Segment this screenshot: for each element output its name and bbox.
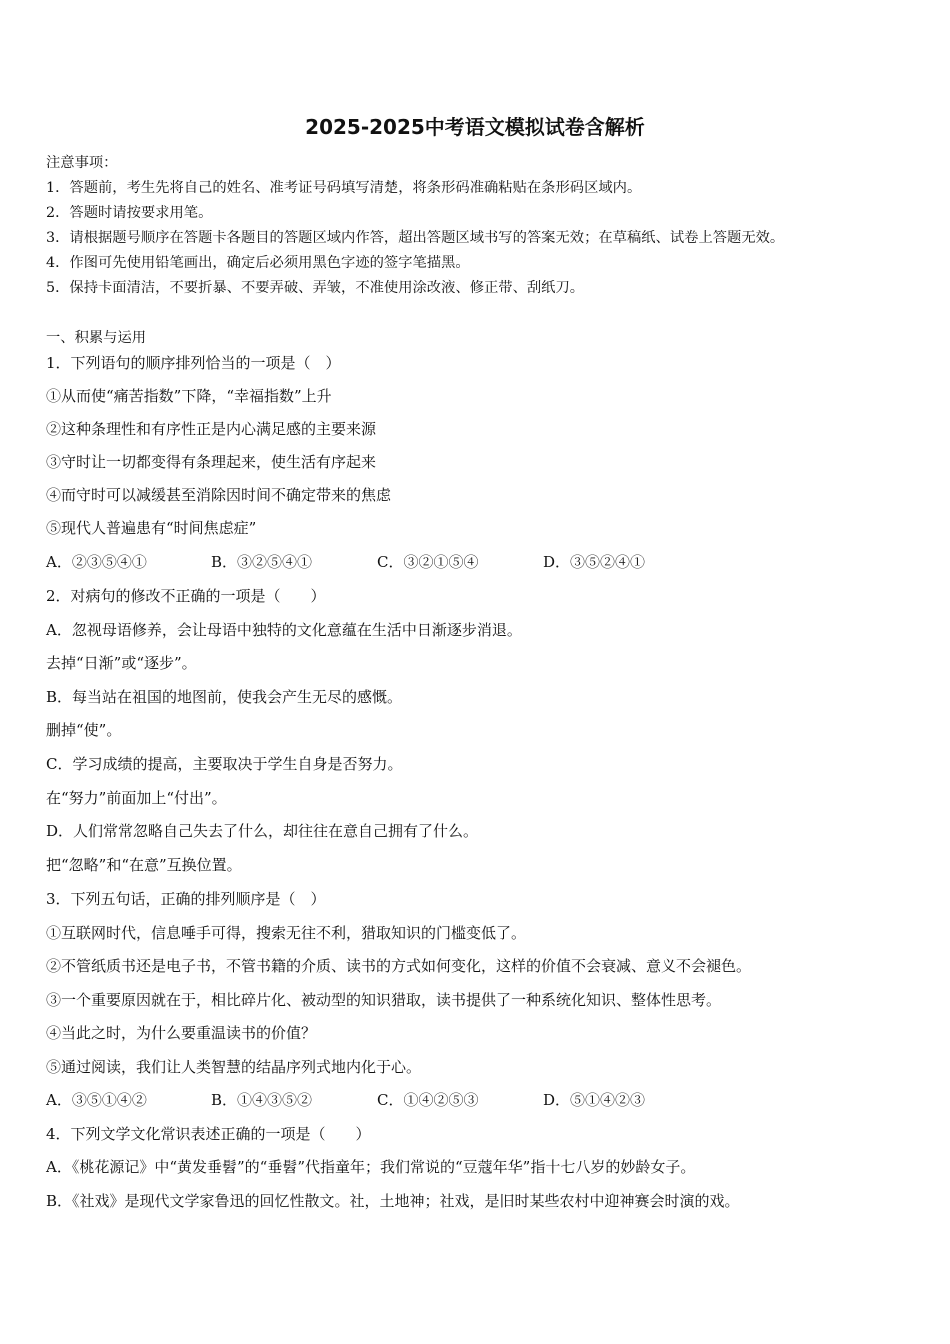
- option-a[interactable]: A．②③⑤④①: [46, 553, 147, 571]
- question-1-options: [46, 551, 645, 572]
- option-a[interactable]: A．③⑤①④②: [46, 1091, 147, 1109]
- question-3-stem: 3．下列五句话，正确的排列顺序是（ ）: [46, 890, 326, 908]
- question-3-line: ③一个重要原因就在于，相比碎片化、被动型的知识猎取，读书提供了一种系统化知识、整体性思考。: [46, 991, 722, 1009]
- question-4-stem: 4．下列文学文化常识表述正确的一项是（ ）: [46, 1125, 371, 1143]
- question-2-line: C．学习成绩的提高，主要取决于学生自身是否努力。: [46, 755, 403, 773]
- question-1-line: ①从而使“痛苦指数”下降，“幸福指数”上升: [46, 387, 332, 405]
- question-3-options: [46, 1089, 645, 1110]
- notice-heading: 注意事项：: [46, 155, 118, 171]
- option-b[interactable]: B．①④③⑤②: [211, 1091, 313, 1109]
- question-3-line: ②不管纸质书还是电子书，不管书籍的介质、读书的方式如何变化，这样的价值不会衰减、意义不会褪色。: [46, 957, 752, 975]
- option-b[interactable]: B．③②⑤④①: [211, 553, 313, 571]
- section-heading: 一、积累与运用: [46, 330, 147, 346]
- question-1-line: ④而守时可以减缓甚至消除因时间不确定带来的焦虑: [46, 486, 392, 504]
- question-4-line: B．《社戏》是现代文学家鲁迅的回忆性散文。社，土地神；社戏，是旧时某些农村中迎神赛会时演的戏。: [46, 1192, 740, 1210]
- question-3-line: ⑤通过阅读，我们让人类智慧的结晶序列式地内化于心。: [46, 1058, 422, 1076]
- question-2-line: 去掉“日渐”或“逐步”。: [46, 654, 197, 672]
- question-2-line: D．人们常常忽略自己失去了什么，却往往在意自己拥有了什么。: [46, 822, 479, 840]
- notice-item: 4．作图可先使用铅笔画出，确定后必须用黑色字迹的签字笔描黑。: [46, 255, 470, 271]
- question-3-line: ④当此之时，为什么要重温读书的价值？: [46, 1024, 317, 1042]
- question-1-line: ②这种条理性和有序性正是内心满足感的主要来源: [46, 420, 377, 438]
- question-2-line: 把“忽略”和“在意”互换位置。: [46, 856, 242, 874]
- notice-item: 2．答题时请按要求用笔。: [46, 205, 213, 221]
- question-2-line: B．每当站在祖国的地图前，使我会产生无尽的感慨。: [46, 688, 403, 706]
- notice-item: 5．保持卡面清洁，不要折暴、不要弄破、弄皱，不准使用涂改液、修正带、刮纸刀。: [46, 280, 585, 296]
- option-d[interactable]: D．⑤①④②③: [543, 1091, 646, 1109]
- option-c[interactable]: C．③②①⑤④: [377, 553, 479, 571]
- question-4-line: A．《桃花源记》中“黄发垂髫”的“垂髫”代指童年；我们常说的“豆蔻年华”指十七八岁的妙龄女子。: [46, 1158, 696, 1176]
- option-c[interactable]: C．①④②⑤③: [377, 1091, 479, 1109]
- notice-item: 1．答题前，考生先将自己的姓名、准考证号码填写清楚，将条形码准确粘贴在条形码区域内。: [46, 180, 642, 196]
- question-3-line: ①互联网时代，信息唾手可得，搜索无往不利，猎取知识的门槛变低了。: [46, 924, 527, 942]
- question-1-stem: 1．下列语句的顺序排列恰当的一项是（ ）: [46, 354, 341, 372]
- option-d[interactable]: D．③⑤②④①: [543, 553, 646, 571]
- question-2-line: 在“努力”前面加上“付出”。: [46, 789, 227, 807]
- question-2-line: A．忽视母语修养，会让母语中独特的文化意蕴在生活中日渐逐步消退。: [46, 621, 522, 639]
- question-1-line: ⑤现代人普遍患有“时间焦虑症”: [46, 519, 257, 537]
- question-2-stem: 2．对病句的修改不正确的一项是（ ）: [46, 587, 326, 605]
- page-title: 2025-2025中考语文模拟试卷含解析: [305, 115, 645, 139]
- notice-item: 3．请根据题号顺序在答题卡各题目的答题区域内作答，超出答题区域书写的答案无效；在草稿纸、试卷上答题无效。: [46, 230, 785, 246]
- question-1-line: ③守时让一切都变得有条理起来，使生活有序起来: [46, 453, 377, 471]
- question-2-line: 删掉“使”。: [46, 721, 122, 739]
